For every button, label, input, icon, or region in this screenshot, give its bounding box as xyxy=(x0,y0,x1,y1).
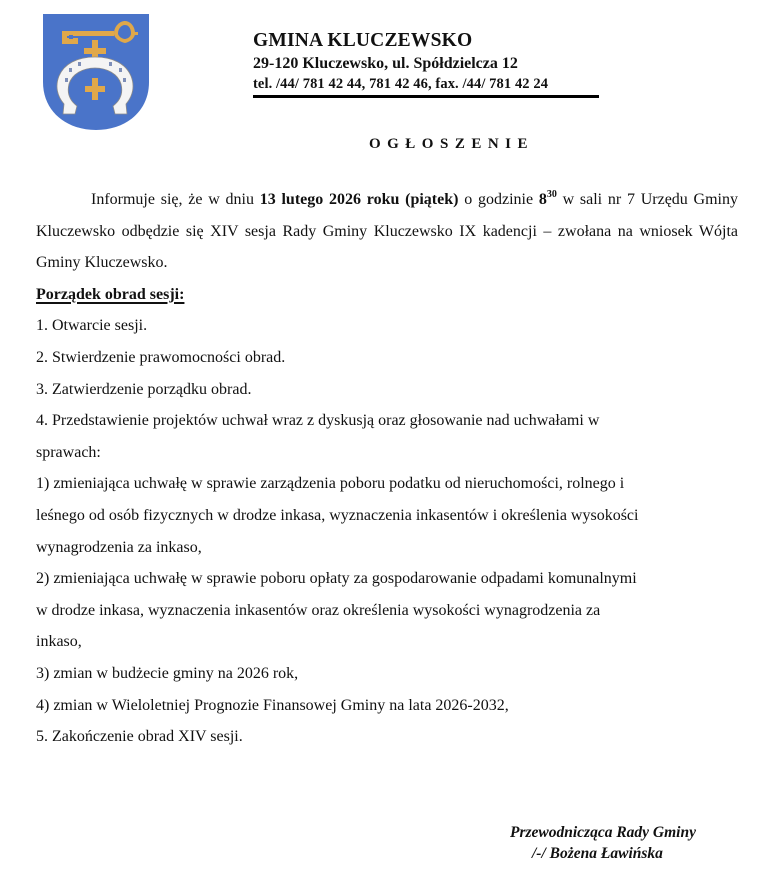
intro-paragraph xyxy=(36,184,738,279)
agenda-item: 2. Stwierdzenie prawomocności obrad. xyxy=(36,348,286,366)
agenda-subitem: 2) zmieniająca uchwałę w sprawie poboru opłaty za gospodarowanie odpadami komunalnymi xyxy=(36,570,637,588)
letterhead xyxy=(253,30,599,98)
agenda-item: sprawach: xyxy=(36,443,101,461)
agenda-subitem: w drodze inkasa, wyznaczenia inkasentów oraz określenia wysokości wynagrodzenia za xyxy=(36,601,601,619)
organization-contact: tel. /44/ 781 42 44, 781 42 46, fax. /44/ 781 42 24 xyxy=(253,76,549,92)
intro-text: Informuje się, że w dniu xyxy=(91,191,260,208)
agenda-subitem: 4) zmian w Wieloletniej Prognozie Finansowej Gminy na lata 2026-2032, xyxy=(36,696,509,714)
organization-address: 29-120 Kluczewsko, ul. Spółdzielcza 12 xyxy=(253,55,518,72)
session-date: 13 lutego 2026 roku (piątek) xyxy=(259,191,459,208)
agenda-subitem: 3) zmian w budżecie gminy na 2026 rok, xyxy=(36,664,299,682)
agenda-subitem: leśnego od osób fizycznych w drodze inkasa, wyznaczenia inkasentów i określenia wysokości xyxy=(36,506,639,524)
header-divider xyxy=(253,95,599,98)
agenda-subitem: inkaso, xyxy=(36,633,82,651)
organization-name: GMINA KLUCZEWSKO xyxy=(253,30,473,51)
agenda-subitem: 1) zmieniająca uchwałę w sprawie zarządzenia poboru podatku od nieruchomości, rolnego i xyxy=(36,475,625,493)
intro-text: o godzinie xyxy=(458,191,539,208)
agenda-heading: Porządek obrad sesji: xyxy=(36,285,185,303)
agenda-subitem: wynagrodzenia za inkaso, xyxy=(36,538,202,556)
municipal-crest xyxy=(41,12,151,132)
coat-of-arms-icon xyxy=(41,12,151,132)
agenda-item: 1. Otwarcie sesji. xyxy=(36,317,148,335)
signatory-name: /-/ Bożena Ławińska xyxy=(532,845,663,862)
agenda-item: 5. Zakończenie obrad XIV sesji. xyxy=(36,728,243,746)
agenda-item: 4. Przedstawienie projektów uchwał wraz z dyskusją oraz głosowanie nad uchwałami w xyxy=(36,412,600,430)
signature-block xyxy=(510,822,696,864)
announcement-body xyxy=(36,184,738,753)
intro-text: w sali nr 7 Urzędu Gminy Kluczewsko odbędzie się XIV sesja Rady Gminy Kluczewsko IX kadencji – zwołana na wniosek Wójta Gminy Kluczewsko. xyxy=(36,191,738,272)
agenda-item: 3. Zatwierdzenie porządku obrad. xyxy=(36,380,252,398)
session-hour: 8 xyxy=(538,191,547,208)
session-minutes: 30 xyxy=(546,189,557,200)
document-title: OGŁOSZENIE xyxy=(368,136,535,152)
signatory-role: Przewodnicząca Rady Gminy xyxy=(510,824,696,841)
